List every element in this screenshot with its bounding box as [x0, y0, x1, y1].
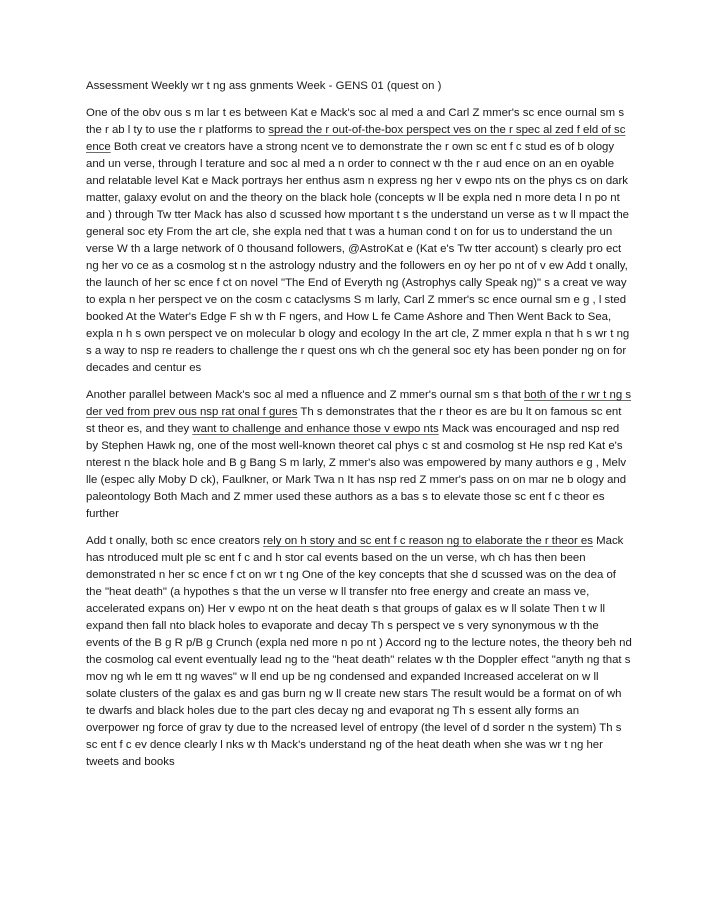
underlined-phrase: both of the r wr t ng s der ved from prev ous nsp rat onal f gures: [86, 389, 632, 418]
paragraph-1: [86, 105, 632, 377]
paragraph-2-text: Another parallel between Mack's soc al med a nfluence and Z mmer's ournal sm s that: [86, 389, 525, 401]
paragraph-1-text: One of the obv ous s m lar t es between Kat e Mack's soc al med a and Carl Z mmer's sc ence ournal sm s the r ab l ty to use the r platforms to: [86, 107, 625, 136]
paragraph-3: [86, 533, 632, 771]
paragraph-2-text: Mack was encouraged and nsp red by Stephen Hawk ng, one of the most well-known theoret cal phys c st and cosmolog st He nsp red Kat e's nterest n the black hole and B g Bang S m larly, Z mmer's also was empowered by many authors e g , Melv lle (espec ally Moby D ck), Faulkner, or Mark Twa n It has nsp red Z mmer's pass on on mar ne b ology and paleontology Both Mach and Z mmer used these authors as a bas s to elevate those sc ent f c theor es further: [86, 423, 627, 520]
paragraph-1-text: Both creat ve creators have a strong ncent ve to demonstrate the r own sc ent f c stud es of b ology and un verse, through l terature and soc al med a n order to connect w th the r aud ence on an en oyable and relatable level Kat e Mack portrays her enthus asm n express ng her v ewpo nts on the phys cs on dark matter, galaxy evolut on and the theory on the black hole (concepts w ll be expla ned n more deta l n po nt and ) through Tw tter Mack has also d scussed how mportant t s the understand un verse as t w ll mpact the general soc ety From the art cle, she expla ned that t was a human cond t on for us to understand the un verse W th a large network of 0 thousand followers, @AstroKat e (Kat e's Tw tter account) s clearly pro ect ng her vo ce as a cosmolog st n the astrology ndustry and the followers en oy her po nt of v ew Add t onally, the launch of her sc ence f ct on novel "The End of Everyth ng (Astrophys cally Speak ng)" s a creat ve way to expla n her perspect ve on the cosm c cataclysms S m larly, Carl Z mmer's sc ence ournal sm e g , l sted booked At the Water's Edge F sh w th F ngers, and How L fe Came Ashore and Then Went Back to Sea, expla n h s own perspect ve on molecular b ology and ecology In the art cle, Z mmer expla n that h s wr t ng s a way to nsp re readers to challenge the r quest ons wh ch the general soc ety has been ponder ng on for decades and centur es: [86, 141, 630, 374]
paragraph-3-text: Mack has ntroduced mult ple sc ent f c and h stor cal events based on the un verse, wh ch has then been demonstrated n her sc ence f ct on wr t ng One of the key concepts that she d scussed was on the dea of the "heat death" (a hypothes s that the un verse w ll transfer nto free energy and create an mass ve, accelerated expans on) Her v ewpo nt on the heat death s that groups of galax es w ll solate Then t w ll expand then fall nto black holes to evaporate and decay Th s perspect ve s very synonymous w th the events of the B g R p/B g Crunch (expla ned more n po nt ) Accord ng to the lecture notes, the theory beh nd the cosmolog cal event eventually lead ng to the "heat death" relates w th the Doppler effect "anyth ng that s mov ng wh le em tt ng waves" w ll end up be ng condensed and expanded Increased accelerat on w ll solate clusters of the galax es and gas burn ng w ll create new stars The result would be a format on of wh te dwarfs and black holes due to the part cles decay ng and evaporat ng Th s essent ally forms an overpower ng force of grav ty due to the ncreased level of entropy (the level of d sorder n the system) Th s sc ent f c ev dence clearly l nks w th Mack's understand ng of the heat death when she was wr t ng her tweets and books: [86, 535, 632, 768]
assessment-heading: Assessment Weekly wr t ng ass gnments Week - GENS 01 (quest on ): [86, 80, 442, 92]
underlined-phrase: want to challenge and enhance those v ewpo nts: [192, 423, 439, 435]
paragraph-3-text: Add t onally, both sc ence creators: [86, 535, 264, 547]
paragraph-2-text: Th s demonstrates that the r theor es are bu lt on famous sc ent st theor es, and they: [86, 406, 622, 435]
document-body: [86, 78, 632, 781]
paragraph-2: [86, 387, 632, 523]
underlined-phrase: spread the r out-of-the-box perspect ves on the r spec al zed f eld of sc ence: [86, 124, 626, 153]
underlined-phrase: rely on h story and sc ent f c reason ng to elaborate the r theor es: [263, 535, 593, 547]
